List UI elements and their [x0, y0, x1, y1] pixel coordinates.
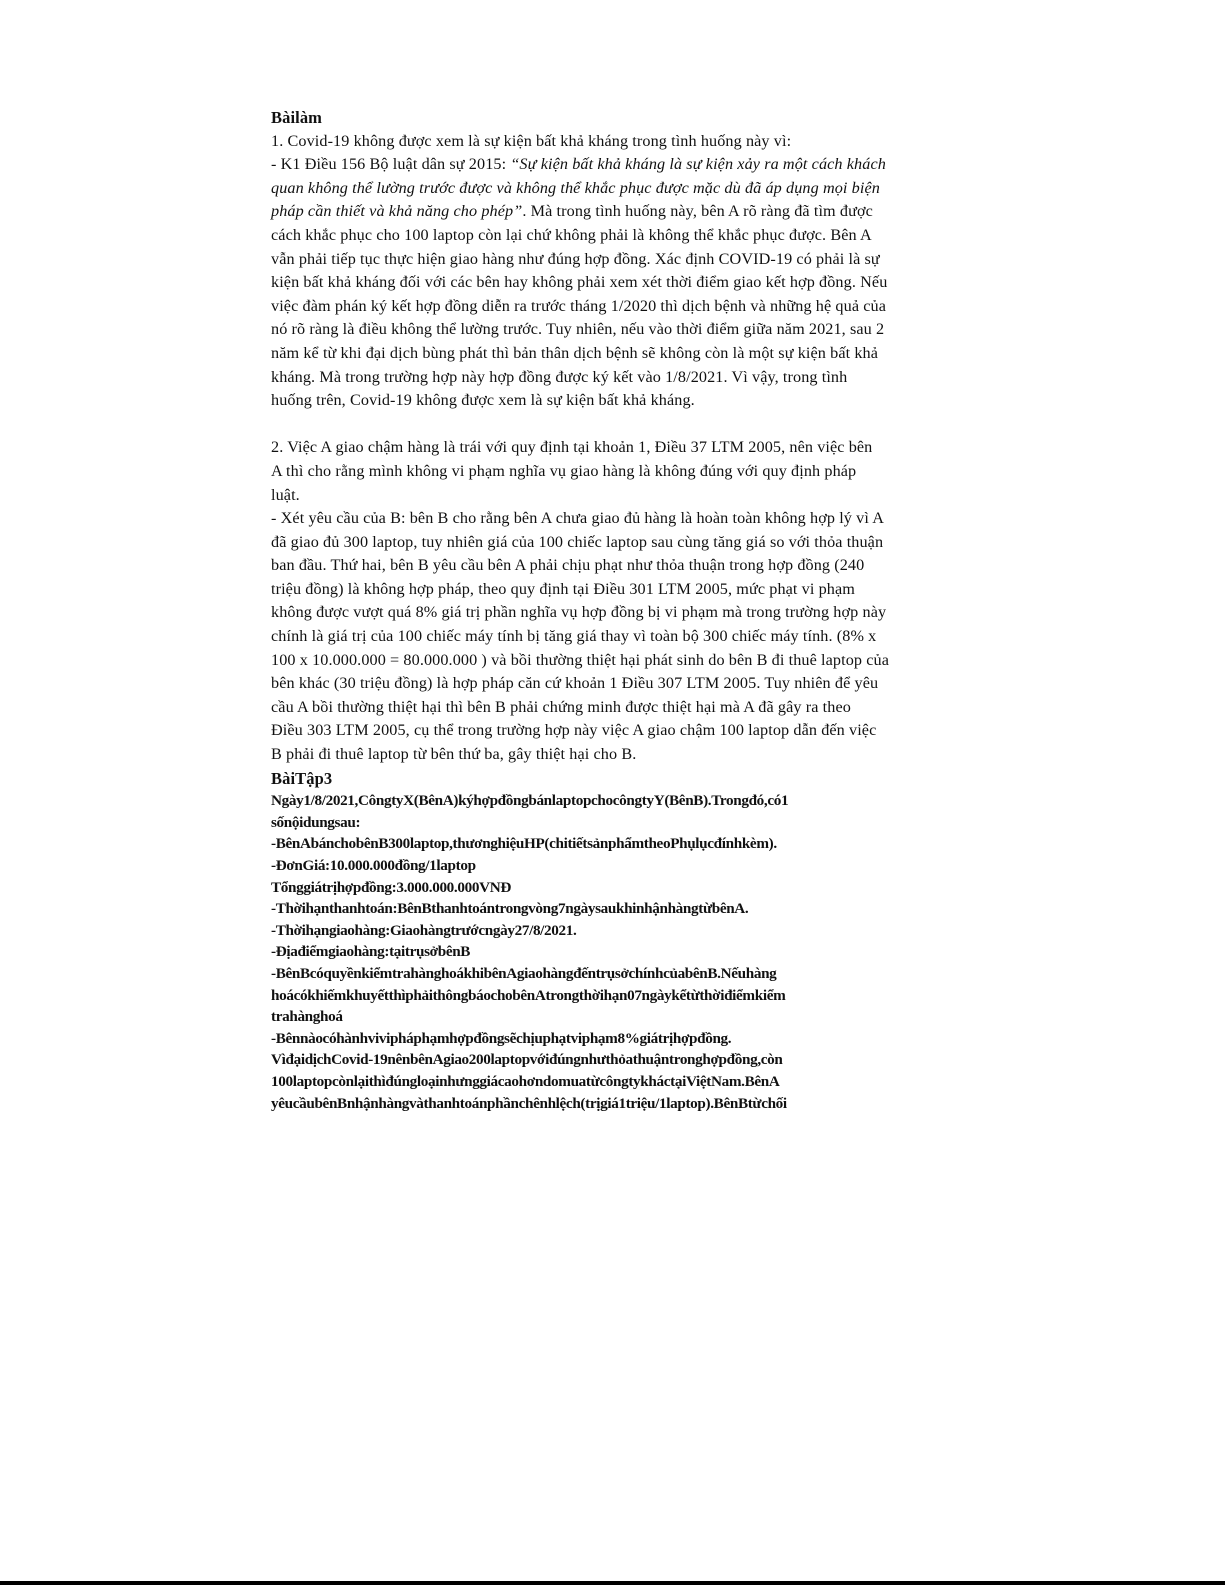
problem-line: hoácókhiếmkhuyếtthìphảithôngbáochobênAtrongthờihạn07ngàykểtừthờiđiểmkiểm: [271, 986, 786, 1004]
problem-line: yêucầubênBnhậnhàngvàthanhtoánphầnchênhlệch(trịgiá1triệu/1laptop).BênBtừchối: [271, 1094, 787, 1112]
legal-quote: “Sự kiện bất khả kháng là sự kiện xảy ra một cách khách: [510, 155, 886, 174]
problem-line: -Thờihạngiaohàng:Giaohàngtrướcngày27/8/2021.: [271, 921, 577, 939]
paragraph-line: vẫn phải tiếp tục thực hiện giao hàng như đúng hợp đồng. Xác định COVID-19 có phải là sự: [271, 249, 880, 268]
paragraph-line: năm kể từ khi đại dịch bùng phát thì bản thân dịch bệnh sẽ không còn là một sự kiện bất khả: [271, 343, 879, 362]
paragraph-line: luật.: [271, 485, 300, 504]
heading-bailam: Bàilàm: [271, 108, 323, 127]
problem-line: -BênAbánchobênB300laptop,thươnghiệuHP(chitiếtsảnphẩmtheoPhụlụcđínhkèm).: [271, 835, 777, 853]
paragraph-line: 1. Covid-19 không được xem là sự kiện bất khả kháng trong tình huống này vì:: [271, 131, 792, 150]
paragraph-line: Điều 303 LTM 2005, cụ thể trong trường hợp này việc A giao chậm 100 laptop dẫn đến việc: [271, 721, 877, 740]
paragraph-line: nó rõ ràng là điều không thể lường trước. Tuy nhiên, nếu vào thời điểm giữa năm 2021, sau 2: [271, 320, 885, 339]
paragraph-line: - Xét yêu cầu của B: bên B cho rằng bên A chưa giao đủ hàng là hoàn toàn không hợp lý vì A: [271, 509, 884, 528]
paragraph-line: ban đầu. Thứ hai, bên B yêu cầu bên A phải chịu phạt như thỏa thuận trong hợp đồng (240: [271, 556, 865, 575]
problem-line: trahànghoá: [271, 1008, 343, 1026]
answer-section-2: [271, 436, 1061, 766]
paragraph-line: 2. Việc A giao chậm hàng là trái với quy định tại khoản 1, Điều 37 LTM 2005, nên việc bên: [271, 438, 873, 457]
document-page: [271, 106, 1061, 1114]
problem-line: -Địađiểmgiaohàng:tạitrụsởbênB: [271, 943, 471, 961]
paragraph-line: cầu A bồi thường thiệt hại thì bên B phải chứng minh được thiệt hại mà A đã gây ra theo: [271, 697, 851, 716]
paragraph-line: B phải đi thuê laptop từ bên thứ ba, gây thiệt hại cho B.: [271, 745, 637, 764]
paragraph-line: triệu đồng) là không hợp pháp, theo quy định tại Điều 301 LTM 2005, mức phạt vi phạm: [271, 579, 855, 598]
paragraph-line: bên khác (30 triệu đồng) là hợp pháp căn cứ khoản 1 Điều 307 LTM 2005. Tuy nhiên để yêu: [271, 674, 879, 693]
paragraph-line: [271, 200, 1061, 224]
problem-line: Ngày1/8/2021,CôngtyX(BênA)kýhợpđồngbánlaptopchocôngtyY(BênB).Trongđó,có1: [271, 792, 789, 810]
legal-quote: pháp cần thiết và khả năng cho phép”: [271, 202, 523, 221]
problem-line: -ĐơnGiá:10.000.000đồng/1laptop: [271, 857, 476, 874]
problem-line: -Bênnàocóhànhvivipháphạmhợpđồngsẽchịuphạtviphạm8%giátrịhợpđồng.: [271, 1029, 732, 1047]
paragraph-line: không được vượt quá 8% giá trị phần nghĩa vụ hợp đồng bị vi phạm mà trong trường hợp này: [271, 603, 887, 622]
paragraph-line: huống trên, Covid-19 không được xem là sự kiện bất khả kháng.: [271, 391, 695, 410]
paragraph-line: đã giao đủ 300 laptop, tuy nhiên giá của 100 chiếc laptop sau cùng tăng giá so với thỏa thuận: [271, 532, 884, 551]
paragraph-line: kiện bất khả kháng đối với các bên hay không phải xem xét thời điểm giao kết hợp đồng. Nếu: [271, 273, 888, 292]
paragraph-line: [271, 153, 1061, 177]
paragraph-line: việc đàm phán ký kết hợp đồng diễn ra trước tháng 1/2020 thì dịch bệnh và những hệ quả của: [271, 296, 887, 315]
paragraph-line: A thì cho rằng mình không vi phạm nghĩa vụ giao hàng là không đúng với quy định pháp: [271, 461, 857, 480]
problem-line: -Thờihạnthanhtoán:BênBthanhtoántrongvòng7ngàysaukhinhậnhàngtừbênA.: [271, 900, 749, 918]
heading-baitap3: BàiTập3: [271, 768, 333, 788]
paragraph-line: 100 x 10.000.000 = 80.000.000 ) và bồi thường thiệt hại phát sinh do bên B đi thuê laptop của: [271, 650, 889, 669]
paragraph-line: kháng. Mà trong trường hợp này hợp đồng được ký kết vào 1/8/2021. Vì vậy, trong tình: [271, 367, 848, 386]
answer-section-1: [271, 130, 1061, 413]
problem-line: sốnộidungsau:: [271, 813, 361, 831]
problem-line: 100laptopcònlạithìđúngloạinhưnggiácaohơndomuatừcôngtykháctạiViệtNam.BênA: [271, 1072, 780, 1090]
paragraph-line: chính là giá trị của 100 chiếc máy tính bị tăng giá thay vì toàn bộ 300 chiếc máy tính. (8% x: [271, 627, 877, 646]
baitap3-problem: [271, 790, 1061, 1114]
citation-label: - K1 Điều 156 Bộ luật dân sự 2015:: [271, 155, 511, 174]
legal-quote: quan không thể lường trước được và không thể khắc phục được mặc dù đã áp dụng mọi biện: [271, 178, 880, 197]
problem-line: -BênBcóquyềnkiểmtrahànghoákhibênAgiaohàngđếntrụsởchínhcủabênB.Nếuhàng: [271, 964, 777, 982]
paragraph-spacer: [271, 413, 1061, 437]
page-bottom-border: [0, 1581, 1225, 1585]
paragraph-line: cách khắc phục cho 100 laptop còn lại chứ không phải là không thể khắc phục được. Bên A: [271, 225, 872, 244]
problem-line: Tổnggiátrịhợpđồng:3.000.000.000VNĐ: [271, 878, 511, 896]
paragraph-text: . Mà trong tình huống này, bên A rõ ràng đã tìm được: [522, 202, 873, 221]
problem-line: VìđạidịchCovid-19nênbênAgiao200laptopvớiđúngnhưthỏathuậntronghợpđồng,còn: [271, 1051, 783, 1069]
